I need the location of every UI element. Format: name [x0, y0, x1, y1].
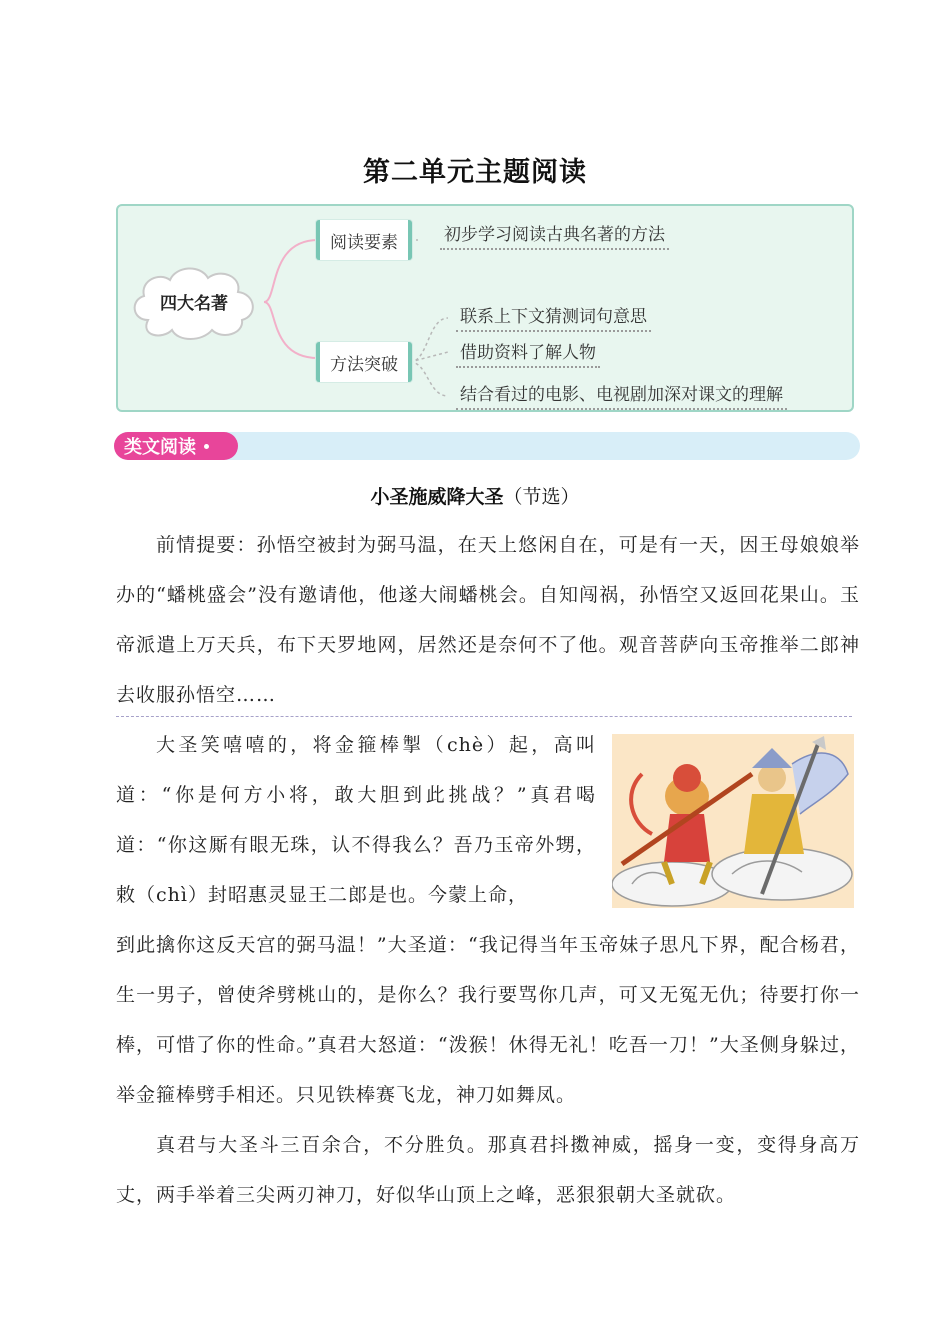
- leaf-use-materials: 借助资料了解人物: [456, 338, 600, 368]
- paragraph-1-wrapped: 大圣笑嘻嘻的，将金箍棒掣（chè）起，高叫道：“你是何方小将，敢大胆到此挑战？”真君喝道：“你这厮有眼无珠，认不得我么？吾乃玉帝外甥，敕（chì）封昭惠灵显王二郎是也。今蒙上命，: [116, 734, 596, 906]
- section-label: [114, 432, 238, 460]
- divider: [116, 716, 852, 717]
- article-title: [0, 482, 950, 509]
- intro-paragraph: 前情提要：孙悟空被封为弼马温，在天上悠闲自在，可是有一天，因王母娘娘举办的“蟠桃盛会”没有邀请他，他遂大闹蟠桃会。自知闯祸，孙悟空又返回花果山。玉帝派遣上万天兵，布下天罗地网，居然还是奈何不了他。观音菩萨向玉帝推举二郎神去收服孙悟空……: [116, 534, 860, 706]
- monkey-king-battle-illustration: [612, 734, 854, 908]
- branch-reading-elements: 阅读要素: [316, 220, 412, 260]
- leaf-classic-reading-method: 初步学习阅读古典名著的方法: [440, 220, 669, 250]
- branch-method-breakthrough: 方法突破: [316, 342, 412, 382]
- leaf-film-tv: 结合看过的电影、电视剧加深对课文的理解: [456, 380, 787, 410]
- leaf-context-guessing: 联系上下文猜测词句意思: [456, 302, 651, 332]
- mindmap: [116, 204, 854, 412]
- dot-icon: [204, 444, 209, 449]
- article-subtitle: （节选）: [503, 486, 580, 508]
- page-title: 第二单元主题阅读: [363, 157, 587, 188]
- paragraph-1-continued: 到此擒你这反天宫的弼马温！”大圣道：“我记得当年玉帝妹子思凡下界，配合杨君，生一男子，曾使斧劈桃山的，是你么？我行要骂你几声，可又无冤无仇；待要打你一棒，可惜了你的性命。”真君大怒道：“泼猴！休得无礼！吃吾一刀！”大圣侧身躲过，举金箍棒劈手相还。只见铁棒赛飞龙，神刀如舞凤。: [116, 934, 860, 1106]
- section-label-text: 类文阅读: [124, 437, 196, 458]
- article-title-text: 小圣施威降大圣: [370, 486, 504, 508]
- mindmap-root: 四大名著: [160, 293, 228, 314]
- paragraph-2: 真君与大圣斗三百余合，不分胜负。那真君抖擞神威，摇身一变，变得身高万丈，两手举着三尖两刃神刀，好似华山顶上之峰，恶狠狠朝大圣就砍。: [116, 1134, 860, 1206]
